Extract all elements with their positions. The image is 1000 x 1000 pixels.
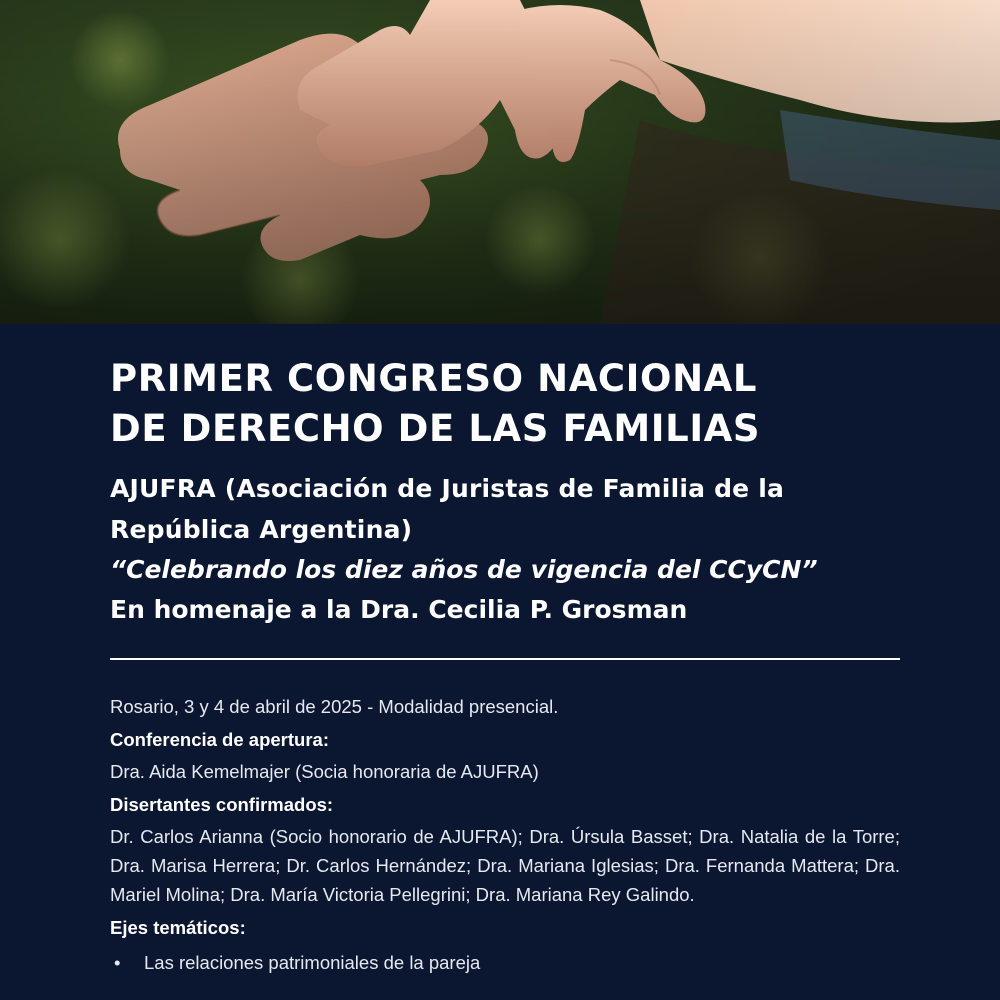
list-item [110,948,900,977]
hero-photo [0,0,1000,324]
axes-list [110,948,900,977]
motto: “Celebrando los diez años de vigencia del CCyCN” [110,555,818,584]
title-line-2: DE DERECHO DE LAS FAMILIAS [110,407,761,450]
speakers-list: Dr. Carlos Arianna (Socio honorario de AJUFRA); Dra. Úrsula Basset; Dra. Natalia de la Torre; Dra. Marisa Herrera; Dr. Carlos Hernández; Dra. Mariana Iglesias; Dra. Fernanda Mattera; Dra. Mariel Molina; Dra. María Victoria Pellegrini; Dra. Mariana Rey Galindo. [110,826,900,905]
opening-label: Conferencia de apertura: [110,729,329,750]
hands-photo-icon [0,0,1000,324]
bullet-icon: • [114,952,121,973]
place-date: Rosario, 3 y 4 de abril de 2025 - Modalidad presencial. [110,696,559,717]
opening-speaker: Dra. Aida Kemelmajer (Socia honoraria de AJUFRA) [110,761,539,782]
axes-label: Ejes temáticos: [110,917,246,938]
speakers-label: Disertantes confirmados: [110,794,334,815]
page-title [110,324,900,454]
title-line-1: PRIMER CONGRESO NACIONAL [110,357,758,400]
axis-item-label: Las relaciones patrimoniales de la pareja [144,952,481,973]
divider [110,658,900,660]
organization-name: AJUFRA (Asociación de Juristas de Familia de la República Argentina) [110,474,785,544]
tribute: En homenaje a la Dra. Cecilia P. Grosman [110,595,688,624]
event-details [110,692,900,977]
content-area [110,324,900,977]
